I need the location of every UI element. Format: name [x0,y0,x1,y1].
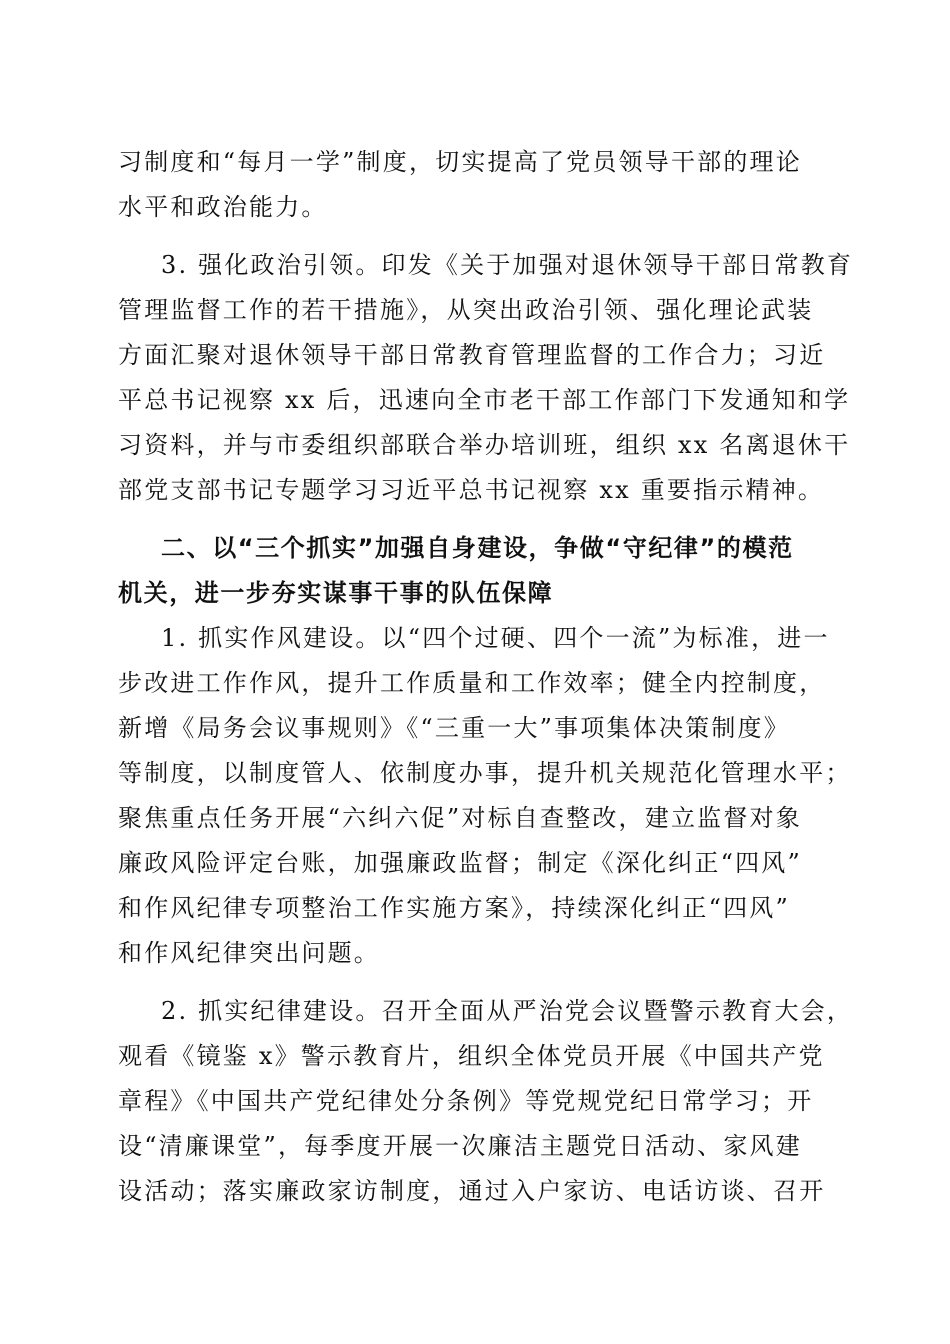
text-line: 习制度和“每月一学”制度，切实提高了党员领导干部的理论 [118,148,802,176]
paragraph-intro [118,140,836,230]
text-line: 和作风纪律突出问题。 [118,939,380,967]
text-line: 新增《局务会议事规则》《“三重一大”事项集体决策制度》 [118,714,790,742]
paragraph-strengthen-political-guidance [118,243,854,513]
text-line: 方面汇聚对退休领导干部日常教育管理监督的工作合力；习近 [118,341,826,369]
section-2-heading [118,526,836,616]
text-line: 设活动；落实廉政家访制度，通过入户家访、电话访谈、召开 [118,1177,826,1205]
text-line: 水平和政治能力。 [118,193,328,221]
text-line: 步改进工作作风，提升工作质量和工作效率；健全内控制度， [118,669,826,697]
document-page [118,140,854,1214]
text-line: 等制度，以制度管人、依制度办事，提升机关规范化管理水平； [118,759,852,787]
text-line: 和作风纪律专项整治工作实施方案》，持续深化纠正“四风” [118,894,790,922]
paragraph-work-style [118,616,852,976]
text-line: 部党支部书记专题学习习近平总书记视察 xx 重要指示精神。 [118,476,825,504]
text-line: 1. 抓实作风建设。以“四个过硬、四个一流”为标准，进一 [161,624,830,652]
text-line: 习资料，并与市委组织部联合举办培训班，组织 xx 名离退休干 [118,431,851,459]
text-line: 聚焦重点任务开展“六纠六促”对标自查整改，建立监督对象 [118,804,802,832]
text-line: 3. 强化政治引领。印发《关于加强对退休领导干部日常教育 [161,251,854,279]
text-line: 管理监督工作的若干措施》，从突出政治引领、强化理论武装 [118,296,814,324]
heading-line: 二、以“三个抓实”加强自身建设，争做“守纪律”的模范 [161,534,794,562]
text-line: 观看《镜鉴 x》警示教育片，组织全体党员开展《中国共产党 [118,1042,825,1070]
text-line: 设“清廉课堂”，每季度开展一次廉洁主题党日活动、家风建 [118,1132,802,1160]
text-line: 平总书记视察 xx 后，迅速向全市老干部工作部门下发通知和学 [118,386,851,414]
text-line: 廉政风险评定台账，加强廉政监督；制定《深化纠正“四风” [118,849,802,877]
text-line: 章程》《中国共产党纪律处分条例》等党规党纪日常学习；开 [118,1087,814,1115]
paragraph-discipline [118,989,854,1214]
heading-line: 机关，进一步夯实谋事干事的队伍保障 [118,579,554,607]
text-line: 2. 抓实纪律建设。召开全面从严治党会议暨警示教育大会， [161,997,854,1025]
